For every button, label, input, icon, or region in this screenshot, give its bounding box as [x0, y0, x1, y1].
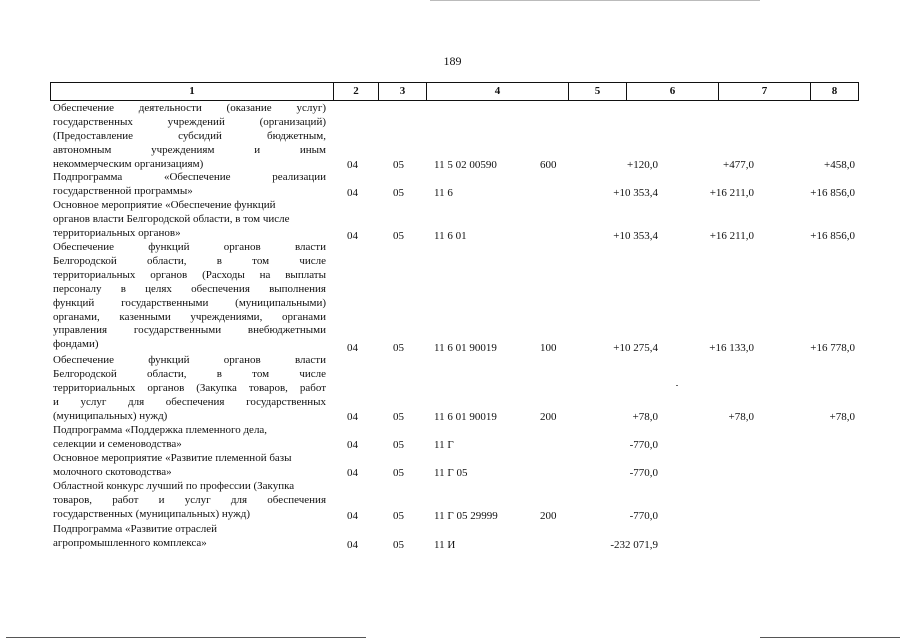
cell-col-7: +16 211,0	[709, 187, 754, 199]
description-line: молочного скотоводства»	[53, 465, 172, 478]
cell-col-8: +16 856,0	[810, 230, 855, 242]
description-line: Подпрограмма «Обеспечение реализации	[53, 171, 326, 183]
cell-col-4: 11 6 01 90019	[434, 342, 497, 354]
cell-col-8: +16 778,0	[810, 342, 855, 354]
description-line: территориальных органов (Расходы на выплаты	[53, 268, 326, 281]
cell-col-3: 05	[393, 230, 404, 242]
header-col-8: 8	[831, 85, 838, 97]
cell-col-8: +16 856,0	[810, 187, 855, 199]
cell-col-4: 11 Г 05	[434, 467, 468, 479]
cell-col-3: 05	[393, 467, 404, 479]
row-description	[53, 102, 326, 172]
scan-speck	[676, 385, 678, 386]
header-col-7: 7	[719, 83, 811, 100]
cell-col-6: -770,0	[629, 439, 658, 451]
description-line: и услуг для обеспечения государственных	[53, 395, 326, 408]
cell-col-6: +10 275,4	[613, 342, 658, 354]
description-line: фондами)	[53, 338, 99, 351]
cell-col-7: +477,0	[723, 159, 754, 171]
cell-col-2: 04	[347, 439, 358, 451]
cell-col-4: 11 Г	[434, 439, 454, 451]
header-col-2: 2	[334, 83, 379, 100]
cell-col-2: 04	[347, 230, 358, 242]
description-line: Областной конкурс лучший по профессии (Закупка	[53, 480, 295, 492]
description-line: Обеспечение функций органов власти	[53, 241, 326, 253]
cell-col-6: -770,0	[629, 467, 658, 479]
header-col-1: 1	[51, 83, 334, 100]
description-line: государственных учреждений (организаций)	[53, 115, 326, 128]
cell-col-3: 05	[393, 342, 404, 354]
cell-col-7: +16 211,0	[709, 230, 754, 242]
description-line: некоммерческим организациям)	[53, 157, 204, 170]
cell-col-6: +10 353,4	[613, 230, 658, 242]
cell-col-6: -770,0	[629, 510, 658, 522]
description-line: Подпрограмма «Поддержка племенного дела,	[53, 424, 268, 436]
cell-col-6: +10 353,4	[613, 187, 658, 199]
row-description	[53, 171, 326, 199]
row-description	[53, 480, 326, 522]
page-number: 189	[443, 54, 462, 68]
cell-col-4: 11 6 01 90019	[434, 411, 497, 423]
description-line: территориальных органов (Закупка товаров, работ	[53, 381, 326, 394]
cell-col-8: +458,0	[824, 159, 855, 171]
row-description	[53, 241, 326, 352]
table-header-row	[50, 82, 859, 101]
cell-col-4: 11 И	[434, 539, 456, 551]
cell-col-6: +78,0	[632, 411, 658, 423]
cell-col-3: 05	[393, 411, 404, 423]
scan-edge-top	[430, 0, 760, 1]
cell-col-3: 05	[393, 439, 404, 451]
cell-col-6: -232 071,9	[610, 539, 658, 551]
cell-col-4: 11 6 01	[434, 230, 467, 242]
description-line: органов власти Белгородской области, в том числе	[53, 212, 290, 225]
header-col-6: 6	[627, 83, 719, 100]
cell-col-5: 200	[540, 411, 557, 423]
cell-col-3: 05	[393, 159, 404, 171]
cell-col-2: 04	[347, 539, 358, 551]
description-line: органами, казенными учреждениями, органами	[53, 310, 326, 323]
cell-col-7: +78,0	[728, 411, 754, 423]
cell-col-2: 04	[347, 159, 358, 171]
row-description	[53, 354, 326, 424]
description-line: товаров, работ и услуг для обеспечения	[53, 493, 326, 506]
cell-col-2: 04	[347, 510, 358, 522]
description-line: селекции и семеноводства»	[53, 437, 182, 450]
description-line: государственной программы»	[53, 184, 193, 197]
description-line: территориальных органов»	[53, 226, 181, 239]
cell-col-2: 04	[347, 411, 358, 423]
cell-col-6: +120,0	[627, 159, 658, 171]
description-line: агропромышленного комплекса»	[53, 536, 207, 549]
cell-col-5: 100	[540, 342, 557, 354]
description-line: автономным учреждениям и иным	[53, 143, 326, 156]
description-line: управления государственными внебюджетными	[53, 324, 326, 337]
description-line: (Предоставление субсидий бюджетным,	[53, 129, 326, 142]
cell-col-4: 11 Г 05 29999	[434, 510, 498, 522]
header-col-4: 4	[427, 83, 569, 100]
description-line: Обеспечение функций органов власти	[53, 354, 326, 366]
cell-col-3: 05	[393, 187, 404, 199]
description-line: Обеспечение деятельности (оказание услуг)	[53, 102, 326, 114]
header-col-5: 5	[569, 83, 627, 100]
cell-col-2: 04	[347, 467, 358, 479]
cell-col-7: +16 133,0	[709, 342, 754, 354]
row-description	[53, 523, 326, 551]
description-line: государственных (муниципальных) нужд)	[53, 507, 250, 520]
cell-col-3: 05	[393, 539, 404, 551]
description-line: функций государственными (муниципальными)	[53, 296, 326, 309]
description-line: Основное мероприятие «Обеспечение функций	[53, 199, 276, 211]
scan-edge-bottom	[760, 637, 900, 638]
description-line: (муниципальных) нужд)	[53, 409, 168, 422]
cell-col-4: 11 6	[434, 187, 453, 199]
cell-col-4: 11 5 02 00590	[434, 159, 497, 171]
description-line: персоналу в целях обеспечения выполнения	[53, 282, 326, 295]
description-line: Белгородской области, в том числе	[53, 367, 326, 380]
row-description	[53, 424, 326, 452]
description-line: Белгородской области, в том числе	[53, 254, 326, 267]
scan-edge-bottom	[6, 637, 366, 638]
cell-col-2: 04	[347, 187, 358, 199]
cell-col-5: 200	[540, 510, 557, 522]
cell-col-2: 04	[347, 342, 358, 354]
row-description	[53, 199, 326, 241]
description-line: Основное мероприятие «Развитие племенной базы	[53, 452, 292, 464]
header-col-3: 3	[379, 83, 427, 100]
cell-col-5: 600	[540, 159, 557, 171]
cell-col-8: +78,0	[829, 411, 855, 423]
cell-col-3: 05	[393, 510, 404, 522]
row-description	[53, 452, 326, 480]
description-line: Подпрограмма «Развитие отраслей	[53, 523, 218, 535]
